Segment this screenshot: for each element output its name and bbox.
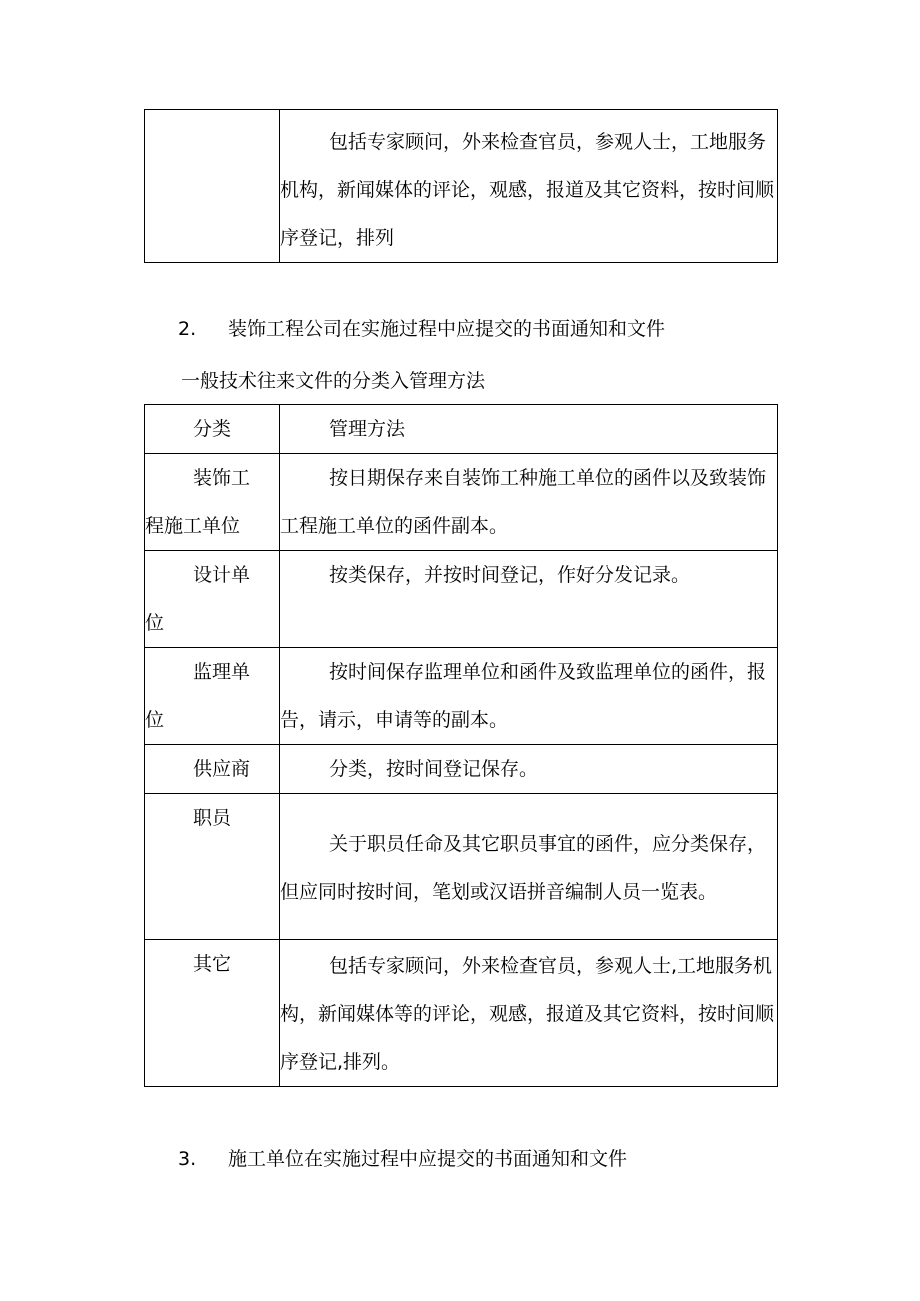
method-cell: 按类保存，并按时间登记，作好分发记录。 xyxy=(280,551,778,648)
category-cell: 设计单 位 xyxy=(145,551,280,648)
category-cell: 装饰工 程施工单位 xyxy=(145,454,280,551)
category-cell: 职员 xyxy=(145,794,280,940)
table-row xyxy=(145,110,778,263)
table-row xyxy=(145,745,778,794)
category-cell: 监理单 位 xyxy=(145,648,280,745)
section-title: 装饰工程公司在实施过程中应提交的书面通知和文件 xyxy=(228,318,666,340)
header-method: 管理方法 xyxy=(280,405,778,454)
header-category: 分类 xyxy=(145,405,280,454)
method-cell: 按时间保存监理单位和函件及致监理单位的函件，报告，请示，申请等的副本。 xyxy=(280,648,778,745)
section-number: 3. xyxy=(178,1148,197,1170)
category-cell: 供应商 xyxy=(145,745,280,794)
table-header-row xyxy=(145,405,778,454)
method-cell: 关于职员任命及其它职员事宜的函件，应分类保存，但应同时按时间，笔划或汉语拼音编制人员一览表。 xyxy=(280,794,778,940)
method-cell: 包括专家顾问，外来检查官员，参观人士,工地服务机构，新闻媒体等的评论，观感，报道及其它资料，按时间顺序登记,排列。 xyxy=(280,940,778,1087)
section-number: 2. xyxy=(178,318,197,340)
method-cell: 按日期保存来自装饰工种施工单位的函件以及致装饰工程施工单位的函件副本。 xyxy=(280,454,778,551)
table-row xyxy=(145,940,778,1087)
table-row xyxy=(145,551,778,648)
method-cell: 分类，按时间登记保存。 xyxy=(280,745,778,794)
table-caption: 一般技术往来文件的分类入管理方法 xyxy=(181,370,486,392)
top-table xyxy=(144,109,778,263)
classification-table xyxy=(144,404,778,1087)
table-row xyxy=(145,794,778,940)
category-cell xyxy=(145,110,280,263)
method-cell: 包括专家顾问，外来检查官员，参观人士，工地服务机构，新闻媒体的评论，观感，报道及其它资料，按时间顺序登记，排列 xyxy=(280,110,778,263)
section-2-heading xyxy=(178,314,665,341)
table-row xyxy=(145,648,778,745)
category-cell: 其它 xyxy=(145,940,280,1087)
table-row xyxy=(145,454,778,551)
section-title: 施工单位在实施过程中应提交的书面通知和文件 xyxy=(228,1148,628,1170)
section-3-heading xyxy=(178,1144,627,1171)
